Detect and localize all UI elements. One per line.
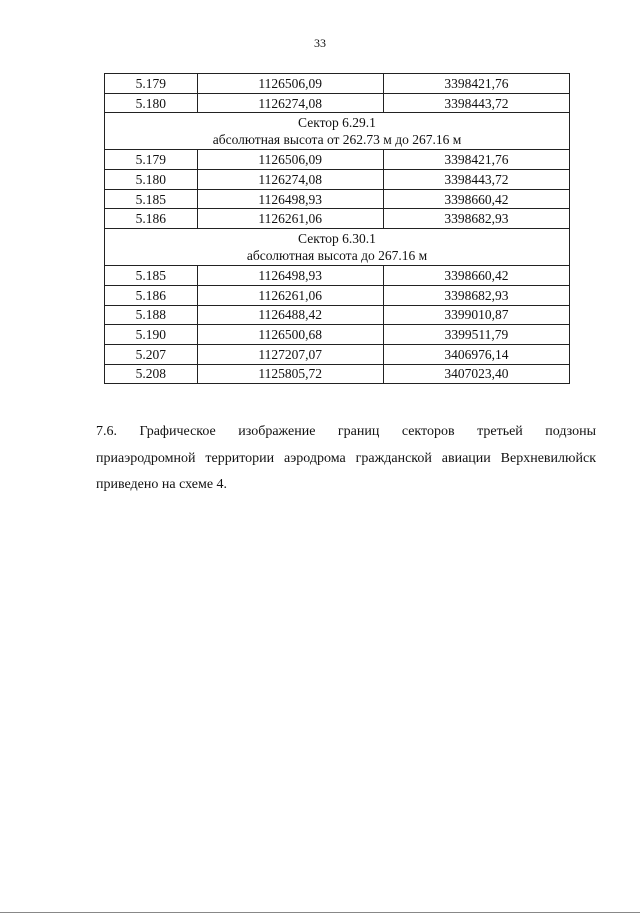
table-row <box>105 285 570 305</box>
table-row <box>105 74 570 94</box>
table-row <box>105 209 570 229</box>
point-cell: 5.180 <box>105 170 198 190</box>
x-coordinate-cell: 1126498,93 <box>197 266 383 286</box>
y-coordinate-cell: 3398660,42 <box>383 189 569 209</box>
paragraph-line: приаэродромной территории аэродрома гражданской авиации Верхневилюйск <box>96 450 596 466</box>
table-row <box>105 170 570 190</box>
table-row <box>105 266 570 286</box>
point-cell: 5.188 <box>105 305 198 325</box>
sector-title: Сектор 6.29.1 <box>298 115 376 131</box>
y-coordinate-cell: 3398682,93 <box>383 285 569 305</box>
x-coordinate-cell: 1126498,93 <box>197 189 383 209</box>
sector-altitude: абсолютная высота от 262.73 м до 267.16 м <box>212 132 462 148</box>
table-row <box>105 305 570 325</box>
y-coordinate-cell: 3399010,87 <box>383 305 569 325</box>
y-coordinate-cell: 3407023,40 <box>383 364 569 384</box>
sector-header-row <box>105 113 570 150</box>
point-cell: 5.179 <box>105 74 198 94</box>
x-coordinate-cell: 1126488,42 <box>197 305 383 325</box>
table-row <box>105 364 570 384</box>
page-bottom-edge <box>0 912 640 913</box>
x-coordinate-cell: 1126261,06 <box>197 209 383 229</box>
x-coordinate-cell: 1127207,07 <box>197 344 383 364</box>
y-coordinate-cell: 3398421,76 <box>383 150 569 170</box>
x-coordinate-cell: 1125805,72 <box>197 364 383 384</box>
sector-header-cell <box>105 229 570 266</box>
point-cell: 5.185 <box>105 189 198 209</box>
paragraph-line: 7.6. Графическое изображение границ секторов третьей подзоны <box>96 424 596 439</box>
x-coordinate-cell: 1126506,09 <box>197 150 383 170</box>
y-coordinate-cell: 3398421,76 <box>383 74 569 94</box>
x-coordinate-cell: 1126274,08 <box>197 170 383 190</box>
point-cell: 5.180 <box>105 93 198 113</box>
point-cell: 5.186 <box>105 209 198 229</box>
x-coordinate-cell: 1126506,09 <box>197 74 383 94</box>
sector-title: Сектор 6.30.1 <box>298 231 376 247</box>
x-coordinate-cell: 1126500,68 <box>197 325 383 345</box>
point-cell: 5.190 <box>105 325 198 345</box>
y-coordinate-cell: 3398443,72 <box>383 170 569 190</box>
sector-altitude: абсолютная высота до 267.16 м <box>246 248 428 264</box>
point-cell: 5.179 <box>105 150 198 170</box>
table-row <box>105 325 570 345</box>
point-cell: 5.208 <box>105 364 198 384</box>
coordinates-table <box>104 73 570 384</box>
sector-header-cell <box>105 113 570 150</box>
table-row <box>105 344 570 364</box>
body-paragraph <box>96 419 596 499</box>
y-coordinate-cell: 3398660,42 <box>383 266 569 286</box>
y-coordinate-cell: 3399511,79 <box>383 325 569 345</box>
x-coordinate-cell: 1126261,06 <box>197 285 383 305</box>
y-coordinate-cell: 3398443,72 <box>383 93 569 113</box>
table-row <box>105 93 570 113</box>
paragraph-line: приведено на схеме 4. <box>96 477 228 492</box>
x-coordinate-cell: 1126274,08 <box>197 93 383 113</box>
sector-header-row <box>105 229 570 266</box>
point-cell: 5.185 <box>105 266 198 286</box>
point-cell: 5.207 <box>105 344 198 364</box>
y-coordinate-cell: 3398682,93 <box>383 209 569 229</box>
page-number: 33 <box>314 36 326 50</box>
table-row <box>105 150 570 170</box>
table-row <box>105 189 570 209</box>
y-coordinate-cell: 3406976,14 <box>383 344 569 364</box>
point-cell: 5.186 <box>105 285 198 305</box>
